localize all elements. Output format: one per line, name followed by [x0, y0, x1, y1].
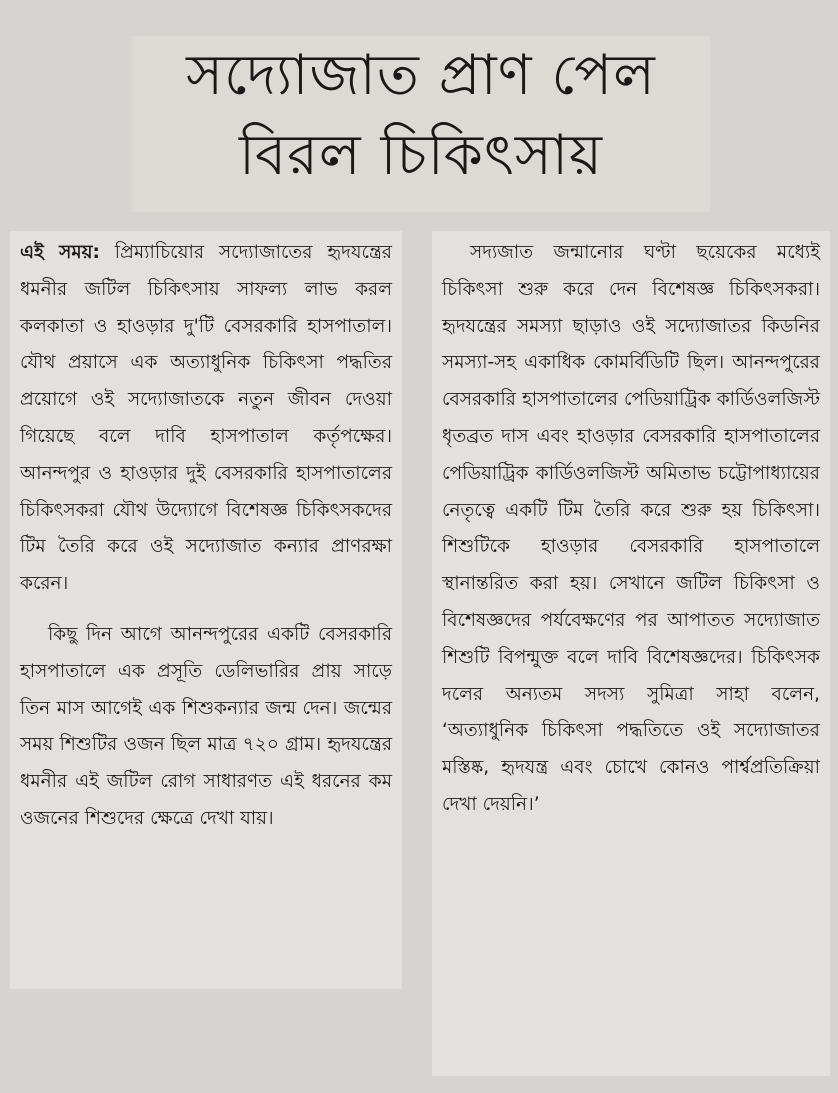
- headline-line-1: সদ্যোজাত প্রাণ পেল: [186, 43, 656, 108]
- article-paragraph-2: কিছু দিন আগে আনন্দপুরের একটি বেসরকারি হাসপাতালে এক প্রসূতি ডেলিভারির প্রায় সাড়ে তিন মাস আগেই এক শিশুকন্যার জন্ম দেন। জন্মের সময় শিশুটির ওজন ছিল মাত্র ৭২০ গ্রাম। হৃদযন্ত্রের ধমনীর এই জটিল রোগ সাধারণত এই ধরনের কম ওজনের শিশুদের ক্ষেত্রে দেখা যায়।: [20, 623, 392, 829]
- article-paragraph-3: সদ্যজাত জন্মানোর ঘণ্টা ছয়েকের মধ্যেই চিকিৎসা শুরু করে দেন বিশেষজ্ঞ চিকিৎসকরা। হৃদযন্ত্রের সমস্যা ছাড়াও ওই সদ্যোজাতর কিডনির সমস্যা-সহ একাধিক কোমর্বিডিটি ছিল। আনন্দপুরের বেসরকারি হাসপাতালের পেডিয়াট্রিক কার্ডিওলজিস্ট ধৃতব্রত দাস এবং হাওড়ার বেসরকারি হাসপাতালের পেডিয়াট্রিক কার্ডিওলজিস্ট অমিতাভ চট্টোপাধ্যায়ের নেতৃত্বে একটি টিম তৈরি করে শুরু হয় চিকিৎসা। শিশুটিকে হাওড়ার বেসরকারি হাসপাতালে স্থানান্তরিত করা হয়। সেখানে জটিল চিকিৎসা ও বিশেষজ্ঞদের পর্যবেক্ষণের পর আপাতত সদ্যোজাত শিশুটি বিপন্মুক্ত বলে দাবি বিশেষজ্ঞদের। চিকিৎসক দলের অন্যতম সদস্য সুমিত্রা সাহা বলেন, ‘অত্যাধুনিক চিকিৎসা পদ্ধতিতে ওই সদ্যোজাতর মস্তিষ্ক, হৃদযন্ত্র এবং চোখে কোনও পার্শ্বপ্রতিক্রিয়া দেখা দেয়নি।’: [442, 242, 820, 815]
- article-column-left: [10, 231, 402, 989]
- article-paragraph-1-text: প্রিম্যাচিয়োর সদ্যোজাতের হৃদযন্ত্রের ধমনীর জটিল চিকিৎসায় সাফল্য লাভ করল কলকাতা ও হাওড়ার দু'টি বেসরকারি হাসপাতাল। যৌথ প্রয়াসে এক অত্যাধুনিক চিকিৎসা পদ্ধতির প্রয়োগে ওই সদ্যোজাতকে নতুন জীবন দেওয়া গিয়েছে বলে দাবি হাসপাতাল কর্তৃপক্ষের। আনন্দপুর ও হাওড়ার দুই বেসরকারি হাসপাতালের চিকিৎসকরা যৌথ উদ্যোগে বিশেষজ্ঞ চিকিৎসকদের টিম তৈরি করে ওই সদ্যোজাত কন্যার প্রাণরক্ষা করেন।: [20, 242, 392, 595]
- headline-line-2: বিরল চিকিৎসায়: [238, 123, 604, 188]
- headline: [132, 36, 710, 212]
- article-paragraph-1: [20, 235, 392, 603]
- article-column-right: [432, 231, 830, 1076]
- dateline: এই সময়:: [20, 242, 100, 263]
